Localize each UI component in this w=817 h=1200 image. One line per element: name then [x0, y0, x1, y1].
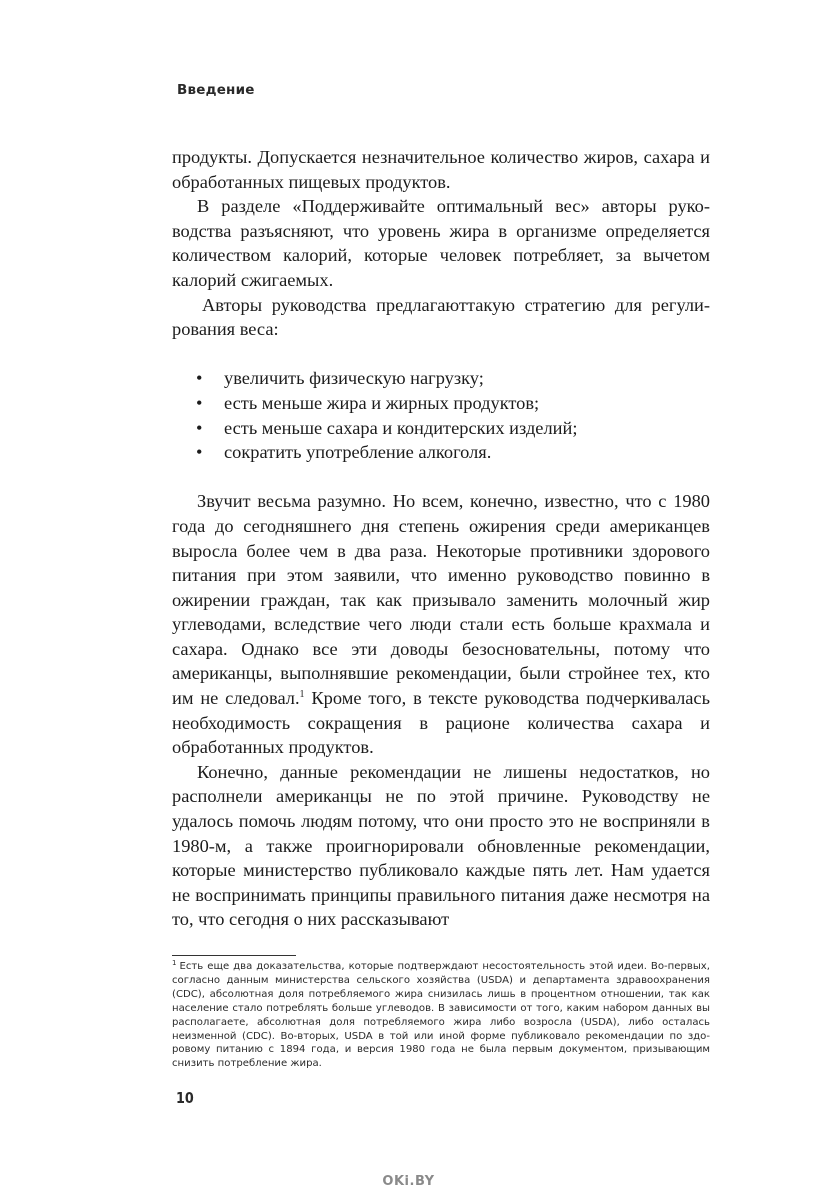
paragraph-text: Звучит весьма разумно. Но всем, конечно, известно, что с 1980 года до сегодняшнего дня степень ожирения среди американцев выросла более чем в два раза. Некоторые противники здорового питания при этом заявили, что именно руководство повинно в ожирении граждан, так как призывало заменить молочный жир углеводами, вследствие чего люди стали есть больше крахмала и сахара. Однако все эти доводы безосновательны, потому что американцы, выполнявшие рекомендации, были стройнее тех, кто им не следовал.	[172, 491, 710, 709]
paragraph-text: Кроме того, в тексте руководства подчеркивалась необходимость сокращения в рационе количества сахара и обработанных продуктов.	[172, 688, 710, 758]
bullet-icon: •	[196, 442, 203, 463]
bullet-text: сократить употребление алкоголя.	[224, 442, 492, 463]
footnote-mark: 1	[172, 959, 177, 967]
paragraph-shortcomings: Конечно, данные рекомендации не лишены недостатков, но располнели американцы не по этой причине. Руководству не удалось помочь людям потому, что они просто это не восприняли в 1980-м, а также проигнорировали обновленные рекомендации, которые министерство публиковало каждые пять лет. Нам удается не воспринимать принципы правильного питания даже несмотря на то, что сегодня о них рассказывают	[172, 761, 710, 930]
bullet-item	[194, 416, 710, 441]
bullet-icon: •	[196, 368, 203, 389]
bullet-item	[194, 440, 710, 465]
strategy-bullet-list	[172, 366, 710, 464]
bullet-text: есть меньше жира и жирных продуктов;	[224, 392, 540, 413]
running-head: Введение	[177, 82, 255, 98]
spacer	[172, 342, 710, 367]
bullet-text: есть меньше сахара и кондитерских изделий;	[224, 417, 578, 438]
footnote	[172, 960, 710, 1071]
paragraph-strategy-intro: Авторы руководства предлагаюттакую стратегию для регулирования веса:	[172, 294, 710, 340]
paragraph-sounds-reasonable	[172, 489, 710, 760]
paragraph-continuation: продукты. Допускается незначительное количество жиров, сахара и обработанных пищевых продуктов.	[172, 147, 710, 192]
footnote-divider	[172, 955, 296, 956]
bullet-icon: •	[196, 392, 203, 413]
bullet-item	[194, 366, 710, 391]
watermark: OKi.BY	[382, 1174, 435, 1189]
spacer	[172, 465, 710, 490]
footnote-reference[interactable]: 1	[299, 689, 305, 701]
bullet-icon: •	[196, 417, 203, 438]
footnote-text: Есть еще два доказательства, которые подтверждают несостоятельность этой идеи. Во-первых, согласно данным министерства сельского хозяйства (USDA) и департамента здравоохранения (CDC), абсолютная доля потребляемого жира снизилась лишь в процентном отношении, так как население стало потреблять больше углеводов. В зависимости от того, каким набором данных вы располагаете, абсолютная доля потребляемого жира либо возросла (USDA), либо осталась неизменной (CDC). Во-вторых, USDA в той или иной форме публиковало рекомендации по здоровому питанию с 1894 года, и версия 1980 года не была первым документом, призывающим снизить потребление жира.	[172, 961, 710, 1070]
body-text	[172, 145, 710, 932]
bullet-item	[194, 391, 710, 416]
paragraph-optimal-weight: В разделе «Поддерживайте оптимальный вес» авторы руководства разъясняют, что уровень жира в организме определяется количеством калорий, которые человек потребляет, за вычетом калорий сжигаемых.	[172, 196, 710, 290]
bullet-text: увеличить физическую нагрузку;	[224, 368, 484, 389]
page-number: 10	[176, 1089, 194, 1107]
